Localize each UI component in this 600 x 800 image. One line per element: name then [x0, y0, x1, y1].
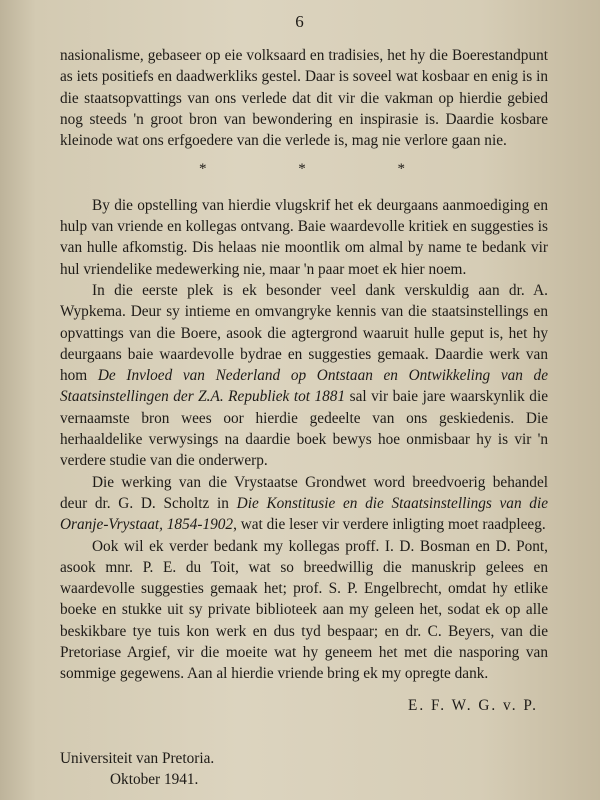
date-line: Oktober 1941. [110, 771, 199, 788]
paragraph-nasionalisme: nasionalisme, gebaseer op eie volksaard en tradisies, het hy die Boerestandpunt as iets positiefs en daadwerkliks gestel. Daar is soveel wat kosbaar en enig is in die staatsopvattings van ons verlede dat dit vir die vakman op hierdie gebied nog steeds 'n groot bron van bewondering en inspirasie is. Daardie kosbare kleinode wat ons erfgoedere van die verlede is, mag nie verlore gaan nie. [60, 47, 548, 150]
author-initials: E. F. W. G. v. P. [408, 696, 538, 714]
paragraph-wypkema [60, 280, 548, 472]
paragraph-wypkema-text-2: sal vir baie jare waarskynlik die vernaamste bron wees oor hierdie gedeelte van ons geskiedenis. Die herhaaldelike verwysings na daardie boek bewys hoe onmisbaar hy is vir 'n verdere studie van die onderwerp. [60, 388, 548, 470]
paragraph-wypkema-text-1: In die eerste plek is ek besonder veel dank verskuldig aan dr. A. Wypkema. Deur sy intieme en omvangryke kennis van die staatsinstellings en opvattings van die Boere, asook die agtergrond waaruit hulle geput is, het hy deurgaans baie waardevolle bydrae en suggesties gemaak. Daardie werk van hom [60, 281, 548, 385]
paragraph-scholtz-text-1: Die werking van die Vrystaatse Grondwet word breedvoerig behandel deur dr. G. D. Scholtz in [60, 473, 548, 512]
paragraph-acknowledgement-intro: By die opstelling van hierdie vlugskrif het ek deurgaans aanmoediging en hulp van vriende en kollegas ontvang. Baie waardevolle kritiek en suggesties is van hulle afkomstig. Dis helaas nie moontlik om almal by name te bedank vir hul vriendelike medewerking nie, maar 'n paar moet ek hier noem. [60, 196, 548, 278]
page-number: 6 [295, 12, 305, 31]
book-title-konstitusie: Die Konstitusie en die Staatsinstellings van die Oranje-Vrystaat, 1854-1902 [60, 494, 548, 534]
paragraph-colleagues: Ook wil ek verder bedank my kollegas proff. I. D. Bosman en D. Pont, asook mnr. P. E. du Toit, wat so breedwillig die manuskrip gelees en waardevolle suggesties gemaak het; prof. S. P. Engelbrecht, omdat hy etlike boeke en stukke uit sy private biblioteek aan my geleen het, sodat ek op alle beskikbare tye tuis kon werk en dus tyd bespaar; en dr. C. Beyers, van die Pretoriase Argief, vir die moeite wat hy geneem het met die nasporing van sommige gegewens. Aan al hierdie vriende bring ek my opregte dank. [60, 537, 548, 683]
body-text [60, 45, 548, 716]
paragraph-scholtz-text-2: , wat die leser vir verdere inligting moet raadpleeg. [233, 516, 546, 534]
place-line: Universiteit van Pretoria. [60, 750, 215, 767]
paragraph-scholtz [60, 472, 548, 536]
section-separator: * * * [199, 161, 449, 178]
book-title-invloed: De Invloed van Nederland op Ontstaan en Ontwikkeling van de Staatsinstellingen der Z.A. Republiek tot 1881 [60, 367, 548, 406]
place-and-date [60, 748, 214, 790]
